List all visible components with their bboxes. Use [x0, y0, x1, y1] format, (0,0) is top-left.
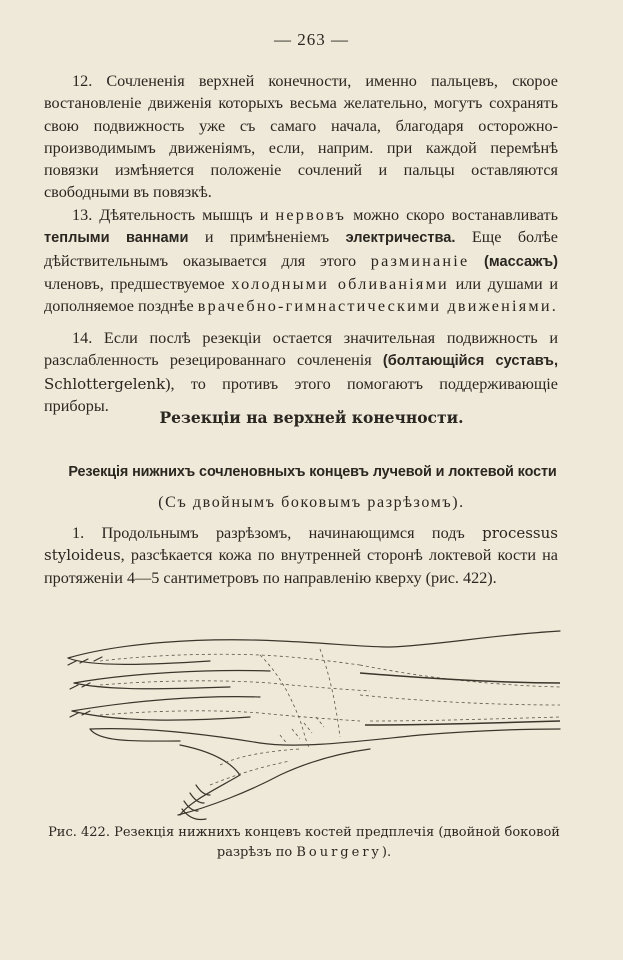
p14-flail-joint: (болтающійся суставъ,: [382, 353, 558, 370]
caption-author: Bourgery: [296, 845, 382, 860]
p13-warm-baths: теплыми ваннами: [44, 230, 189, 247]
p1-part: , разсѣкается кожа по внутренней сторонѣ локтевой кости на протяженіи 4—5 сантиметровъ по направленію кверху (рис. 422).: [44, 546, 558, 587]
p13-part: 13. Дѣятельность мышцъ и: [72, 206, 276, 224]
paragraph-14: [44, 327, 558, 417]
paragraph-12-text: 12. Сочлененія верхней конечности, именно пальцевъ, скорое востановленіе движенія которыхъ весьма желательно, могутъ сохранять свою подвижность уже съ самаго начала, благодаря осторожно-производимымъ движеніямъ, если, наприм. при каждой перемѣнѣ повязки измѣняется положеніе сочлений и пальцы оставляются свободными въ повязкѣ.: [44, 72, 558, 202]
p13-nerves: нервовъ: [275, 206, 347, 224]
p13-part: и примѣненіемъ: [188, 228, 346, 247]
caption-line-2: [44, 843, 564, 863]
caption-part: разрѣзъ по: [216, 845, 297, 860]
p13-part: или душами и дополняемое позднѣе: [44, 274, 559, 316]
p13-part: можно скоро востанавливать: [346, 206, 558, 224]
p14-part: 14. Если послѣ резекціи остается значительная подвижность и разслабленность резецированнаго сочлененія: [44, 329, 558, 370]
caption-line-1: Рис. 422. Резекція нижнихъ концевъ костей предплечія (двойной боковой: [48, 825, 560, 840]
p13-kneading: разминаніе: [370, 251, 470, 270]
p13-space: [469, 252, 484, 270]
caption-part: ).: [381, 845, 392, 860]
p13-cold-douches: холодными обливаніями: [231, 274, 449, 293]
method-title: (Съ двойнымъ боковымъ разрѣзомъ).: [158, 494, 465, 511]
p1-part: 1. Продольнымъ разрѣзомъ, начинающимся подъ: [72, 524, 483, 542]
p13-massage: (массажъ): [484, 253, 558, 270]
paragraph-13: [44, 204, 558, 317]
section-title: Резекціи на верхней конечности.: [159, 408, 464, 427]
p1-processus: processus styloideus: [44, 524, 558, 565]
p14-schlottergelenk: Schlottergelenk: [44, 374, 166, 393]
page-number: — 263 —: [274, 30, 349, 49]
figure-422: [60, 625, 565, 825]
subsection-title: Резекція нижнихъ сочленовныхъ концевъ лучевой и локтевой кости: [68, 464, 557, 480]
hand-forearm-resection-icon: [60, 625, 565, 825]
p14-part: ), то противъ этого помогаютъ поддерживающіе приборы.: [44, 374, 558, 415]
paragraph-12: [44, 70, 558, 204]
p13-gymnastics: врачебно-гимнастическими движеніями.: [197, 297, 558, 316]
p13-part: Еще болѣе дѣйствительнымъ оказывается для этого: [44, 228, 558, 270]
p13-electricity: электричества.: [345, 230, 456, 247]
figure-caption: [44, 823, 564, 863]
p13-part: членовъ, предшествуемое: [44, 274, 232, 293]
paragraph-1: [44, 522, 558, 589]
